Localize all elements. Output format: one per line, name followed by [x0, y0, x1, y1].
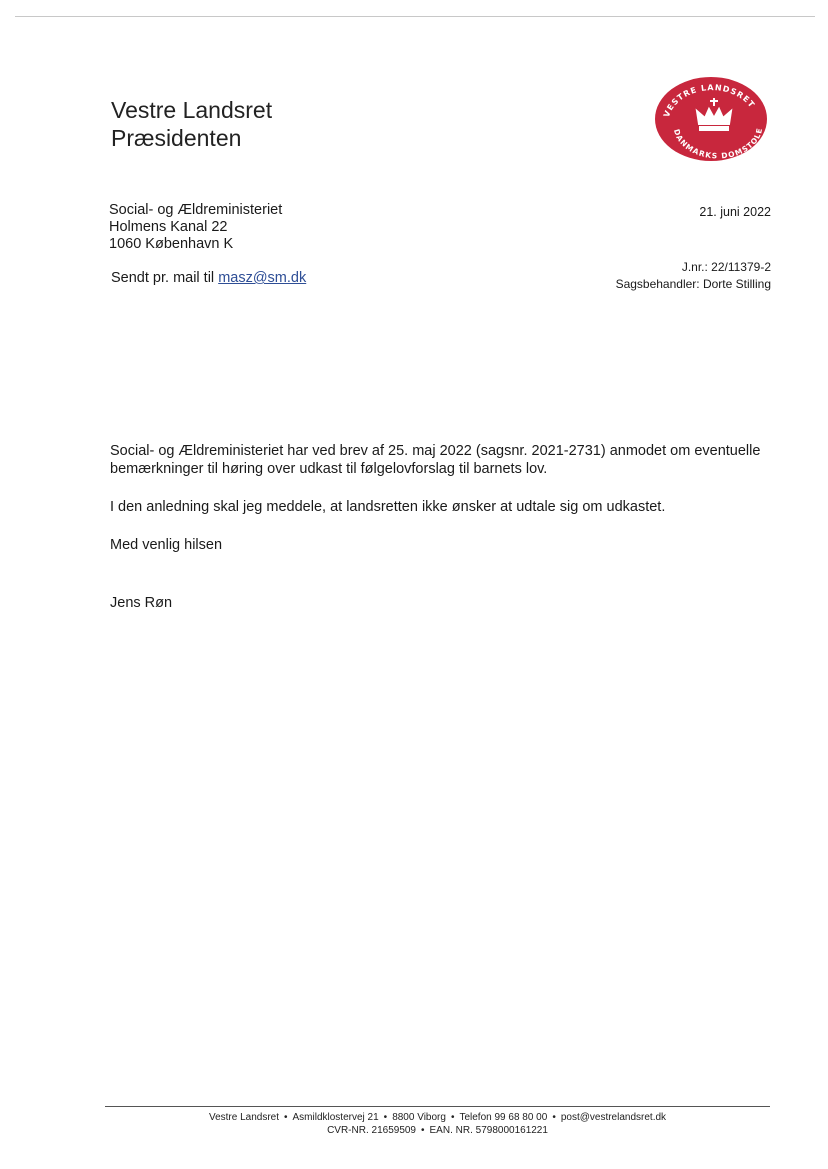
footer-phone: Telefon 99 68 80 00 — [459, 1112, 548, 1123]
footer-line-1 — [105, 1111, 770, 1124]
footer-divider — [105, 1106, 770, 1107]
letterhead-title — [111, 96, 272, 152]
recipient-email-link[interactable]: masz@sm.dk — [218, 270, 307, 286]
body-paragraph-2: I den anledning skal jeg meddele, at landsretten ikke ønsker at udtale sig om udkastet. — [110, 499, 666, 515]
footer — [105, 1111, 770, 1137]
court-name: Vestre Landsret — [111, 97, 273, 123]
sent-by-mail — [111, 270, 306, 286]
footer-org: Vestre Landsret — [208, 1112, 279, 1123]
footer-ean: EAN. NR. 5798000161221 — [429, 1125, 548, 1136]
footer-separator: • — [450, 1112, 455, 1123]
recipient-name: Social- og Ældreministeriet — [109, 202, 283, 218]
court-seal-logo — [654, 76, 768, 162]
letter-date: 21. juni 2022 — [699, 205, 771, 219]
recipient-city: 1060 København K — [109, 236, 234, 252]
footer-cvr: CVR-NR. 21659509 — [327, 1125, 416, 1136]
seal-bottom-text: DANMARKS DOMSTOLE — [671, 126, 765, 161]
recipient-address — [109, 202, 282, 253]
closing-greeting: Med venlig hilsen — [110, 537, 223, 553]
footer-address: Asmildklostervej 21 — [292, 1112, 379, 1123]
recipient-street: Holmens Kanal 22 — [109, 219, 228, 235]
letter-body — [110, 442, 780, 478]
sent-prefix: Sendt pr. mail til — [111, 270, 219, 286]
footer-separator: • — [552, 1112, 556, 1123]
footer-city: 8800 Viborg — [392, 1112, 446, 1123]
footer-email[interactable]: post@vestrelandsret.dk — [560, 1112, 667, 1123]
footer-separator: • — [421, 1125, 425, 1136]
signature-name: Jens Røn — [110, 595, 173, 611]
reference-block — [616, 259, 771, 293]
scan-edge-line — [15, 16, 815, 17]
office-title: Præsidenten — [111, 125, 242, 151]
case-handler: Sagsbehandler: Dorte Stilling — [615, 277, 771, 291]
footer-line-2 — [105, 1124, 770, 1137]
body-paragraph-1: Social- og Ældreministeriet har ved brev af 25. maj 2022 (sagsnr. 2021-2731) anmodet om eventuelle bemærkninger til høring over udkast til følgelovforslag til barnets lov. — [110, 443, 761, 477]
seal-top-text: VESTRE LANDSRET — [662, 83, 757, 119]
footer-separator: • — [284, 1112, 288, 1123]
footer-separator: • — [383, 1112, 388, 1123]
journal-number: J.nr.: 22/11379-2 — [681, 260, 771, 274]
